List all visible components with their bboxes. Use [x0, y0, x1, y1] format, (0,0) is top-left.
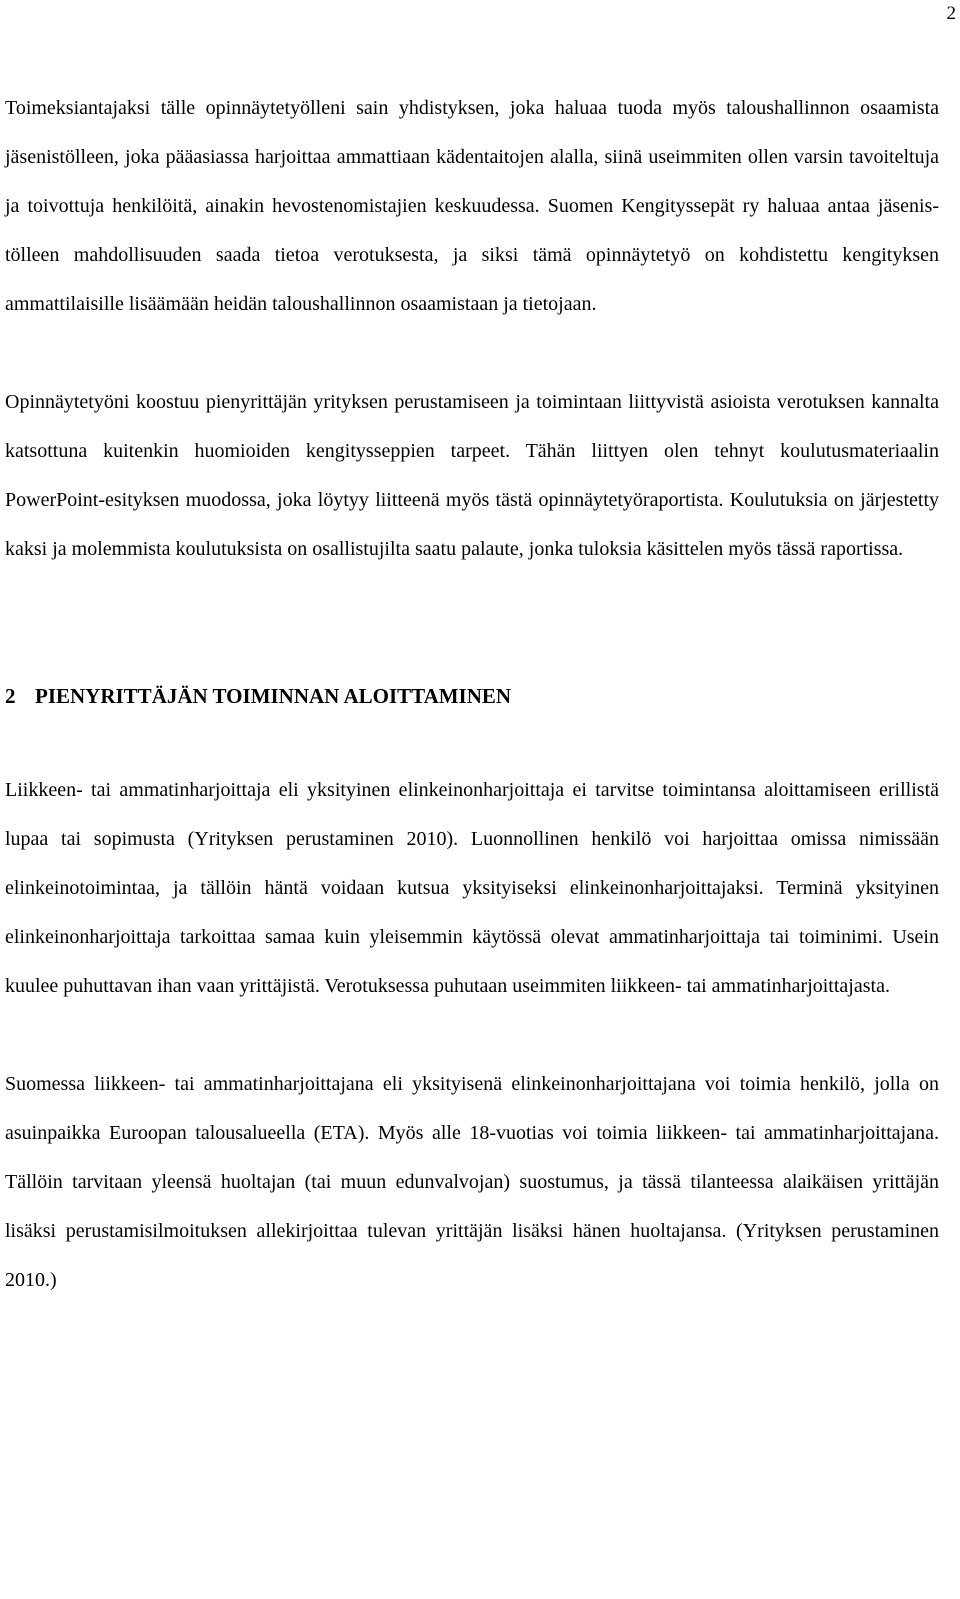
section-paragraph-1: Liikkeen- tai ammatinharjoittaja eli yksityinen elinkeinonharjoittaja ei tarvitse toimintansa aloittamiseen erillistä lupaa tai sopimusta (Yrityksen perustaminen 2010). Luonnollinen henkilö voi harjoittaa omissa nimissään elinkeinotoimintaa, ja tällöin häntä voidaan kutsua yksityiseksi elinkeinonharjoittajaksi. Terminä yksityinen elinkeinonharjoittaja tarkoittaa samaa kuin yleisemmin käytössä olevat ammatinharjoittaja tai toiminimi. Usein kuulee puhuttavan ihan vaan yrittäjistä. Verotuksessa puhutaan useimmiten liikkeen- tai ammatinharjoittajasta. — [5, 779, 939, 997]
page-number: 2 — [946, 3, 956, 24]
document-body — [5, 84, 939, 1305]
section-paragraph-2: Suomessa liikkeen- tai ammatinharjoittajana eli yksityisenä elinkeinonharjoittajana voi toimia henkilö, jolla on asuinpaikka Euroopan talousalueella (ETA). Myös alle 18-vuotias voi toimia liikkeen- tai ammatinharjoittajana. Tällöin tarvitaan yleensä huoltajan (tai muun edunvalvojan) suostumus, ja tässä tilanteessa alaikäisen yrittäjän lisäksi perustamisilmoituksen allekirjoittaa tulevan yrittäjän lisäksi hänen huoltajansa. (Yrityksen perustaminen 2010.) — [5, 1073, 939, 1291]
section-heading — [5, 672, 939, 721]
paragraph-spacer — [5, 329, 939, 378]
intro-paragraph-1: Toimeksiantajaksi tälle opinnäytetyölleni sain yhdistyksen, joka haluaa tuoda myös taloushallinnon osaamista jäsenistölleen, joka pääasiassa harjoittaa ammattiaan kädentaitojen alalla, siinä useimmiten ollen varsin tavoiteltuja ja toivottuja henkilöitä, ainakin hevostenomistajien keskuudessa. Suomen Kengityssepät ry haluaa antaa jäsenistölleen mahdollisuuden saada tietoa verotuksesta, ja siksi tämä opinnäytetyö on kohdistettu kengityksen ammattilaisille lisäämään heidän taloushallinnon osaamistaan ja tietojaan. — [5, 97, 939, 315]
paragraph-spacer — [5, 1011, 939, 1060]
heading-spacer — [5, 721, 939, 766]
section-spacer — [5, 574, 939, 672]
section-title: PIENYRITTÄJÄN TOIMINNAN ALOITTAMINEN — [35, 684, 512, 708]
intro-paragraph-2: Opinnäytetyöni koostuu pienyrittäjän yrityksen perustamiseen ja toimintaan liittyvistä asioista verotuksen kannalta katsottuna kuitenkin huomioiden kengitysseppien tarpeet. Tähän liittyen olen tehnyt koulutusmateriaalin PowerPoint-esityksen muodossa, joka löytyy liitteenä myös tästä opinnäytetyöraportista. Koulutuksia on järjestetty kaksi ja molemmista koulutuksista on osallistujilta saatu palaute, jonka tuloksia käsittelen myös tässä raportissa. — [5, 391, 939, 560]
section-number: 2 — [5, 684, 16, 708]
